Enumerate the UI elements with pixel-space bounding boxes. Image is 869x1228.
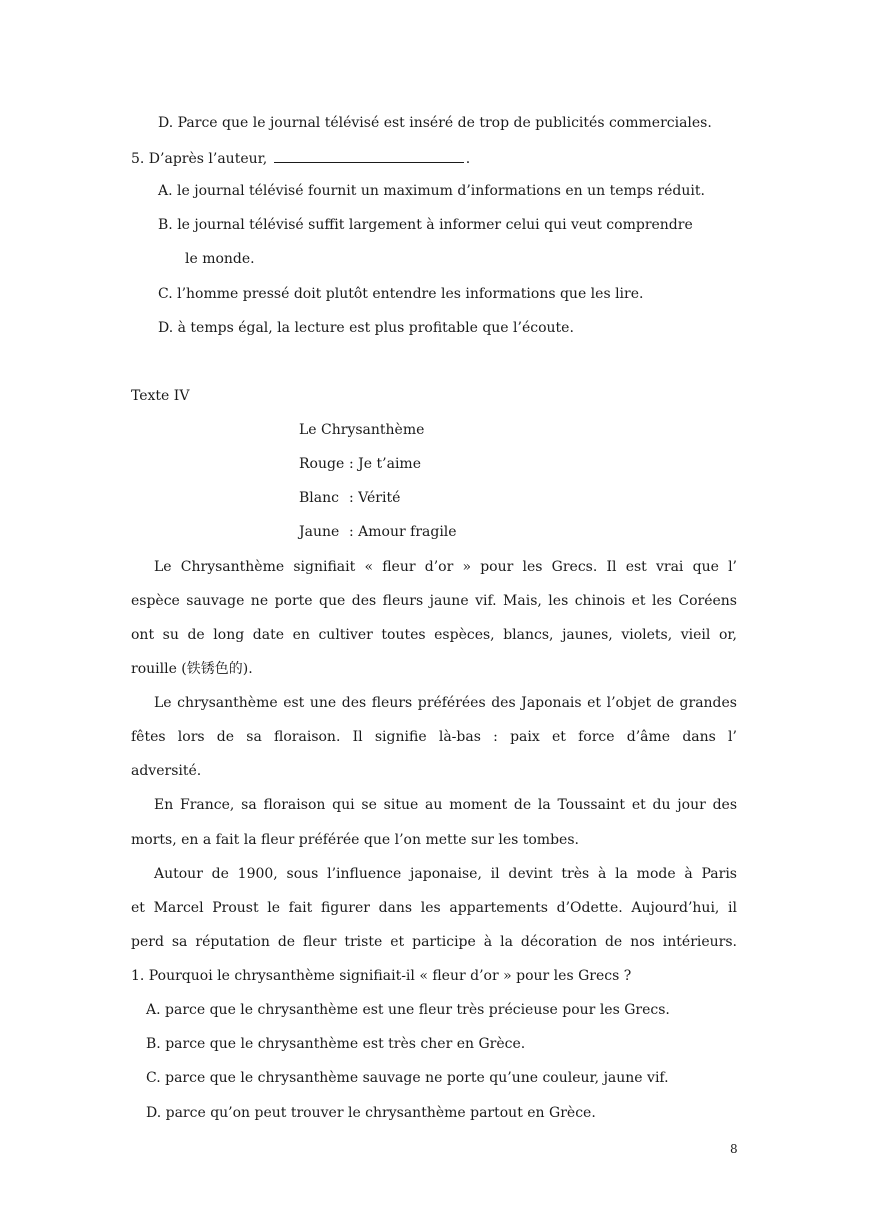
poem-line-rouge	[299, 455, 421, 473]
answer-blank	[274, 148, 464, 163]
poem-color: Rouge	[299, 456, 345, 472]
poem-line-jaune	[299, 523, 457, 541]
q5-stem	[131, 148, 470, 168]
paragraph-line: Le chrysanthème est une des fleurs préférées des Japonais et l’objet de grandes	[154, 695, 737, 711]
q1-stem: 1. Pourquoi le chrysanthème signifiait-il « fleur d’or » pour les Grecs ?	[131, 968, 632, 984]
q5-option-b-line1: B. le journal télévisé suffit largement à informer celui qui veut comprendre	[158, 217, 693, 233]
q5-option-a: A. le journal télévisé fournit un maximum d’informations en un temps réduit.	[158, 183, 705, 199]
paragraph-line: espèce sauvage ne porte que des fleurs jaune vif. Mais, les chinois et les Coréens	[131, 593, 737, 609]
poem-color: Blanc	[299, 490, 339, 506]
q4-option-d: D. Parce que le journal télévisé est inséré de trop de publicités commerciales.	[158, 115, 712, 131]
paragraph-line: Le Chrysanthème signifiait « fleur d’or » pour les Grecs. Il est vrai que l’	[154, 559, 737, 575]
q1-option-c: C. parce que le chrysanthème sauvage ne porte qu’une couleur, jaune vif.	[146, 1070, 669, 1086]
poem-line-blanc	[299, 489, 400, 507]
paragraph-line: et Marcel Proust le fait figurer dans les appartements d’Odette. Aujourd’hui, il	[131, 900, 737, 916]
paragraph-line: Autour de 1900, sous l’influence japonaise, il devint très à la mode à Paris	[154, 866, 737, 882]
poem-meaning: : Amour fragile	[349, 524, 457, 540]
poem-meaning: : Vérité	[349, 490, 401, 506]
paragraph-line: perd sa réputation de fleur triste et participe à la décoration de nos intérieurs.	[131, 934, 737, 950]
q5-option-b-line2: le monde.	[185, 251, 255, 267]
q5-stem-end: .	[465, 151, 471, 167]
paragraph-line: ont su de long date en cultiver toutes espèces, blancs, jaunes, violets, vieil or,	[131, 627, 737, 643]
page-number: 8	[730, 1142, 738, 1156]
q1-option-b: B. parce que le chrysanthème est très cher en Grèce.	[146, 1036, 526, 1052]
section-heading: Texte IV	[131, 388, 190, 404]
poem-title: Le Chrysanthème	[299, 422, 425, 438]
q5-stem-text: 5. D’après l’auteur,	[131, 151, 268, 167]
paragraph-line: rouille (铁锈色的).	[131, 661, 253, 677]
paragraph-line: morts, en a fait la fleur préférée que l’on mette sur les tombes.	[131, 832, 579, 848]
q1-option-d: D. parce qu’on peut trouver le chrysanthème partout en Grèce.	[146, 1105, 596, 1121]
paragraph-line: En France, sa floraison qui se situe au moment de la Toussaint et du jour des	[154, 797, 737, 813]
paragraph-line: adversité.	[131, 763, 202, 779]
paragraph-line: fêtes lors de sa floraison. Il signifie là-bas : paix et force d’âme dans l’	[131, 729, 737, 745]
poem-color: Jaune	[299, 524, 340, 540]
q5-option-d: D. à temps égal, la lecture est plus profitable que l’écoute.	[158, 320, 574, 336]
q5-option-c: C. l’homme pressé doit plutôt entendre les informations que les lire.	[158, 286, 644, 302]
poem-meaning: : Je t’aime	[349, 456, 421, 472]
q1-option-a: A. parce que le chrysanthème est une fleur très précieuse pour les Grecs.	[146, 1002, 670, 1018]
